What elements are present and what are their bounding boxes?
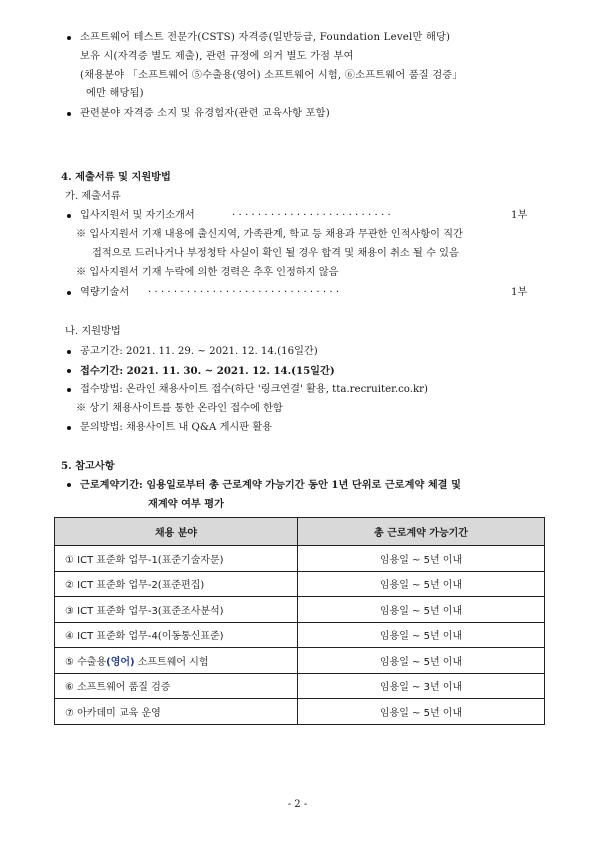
doc-item-competency: 역량기술서 xyxy=(80,287,130,298)
field-text: ② ICT 표준화 업무-2(표준편집) xyxy=(65,580,205,592)
section-5-heading: 5. 참고사항 xyxy=(61,460,115,472)
field-text: ⑥ 소프트웨어 품질 검증 xyxy=(65,682,171,694)
bullet-dot xyxy=(67,291,71,295)
doc-item-application: 입사지원서 및 자기소개서 xyxy=(80,210,195,221)
page-number: - 2 - xyxy=(287,799,308,810)
field-text: ③ ICT 표준화 업무-3(표준조사분석) xyxy=(65,605,224,617)
csts-line-3: (채용분야 「소프트웨어 ⑤수출용(영어) 소프트웨어 시험, ⑥소프트웨어 품질 검증」 xyxy=(80,70,463,81)
doc-item-competency-count: 1부 xyxy=(511,287,528,298)
row-term: 임용일 ~ 5년 이내 xyxy=(298,546,545,572)
row-field xyxy=(55,571,298,597)
row-field xyxy=(55,699,298,725)
contract-period-line-2: 재계약 여부 평가 xyxy=(148,498,224,510)
row-term: 임용일 ~ 3년 이내 xyxy=(298,673,545,699)
csts-line-2: 보유 시(자격증 별도 제출), 관련 규정에 의거 별도 가점 부여 xyxy=(80,51,354,62)
row-term: 임용일 ~ 5년 이내 xyxy=(298,571,545,597)
bullet-dot xyxy=(67,388,71,392)
note-career: ※ 입사지원서 기재 누락에 의한 경력은 추후 인정하지 않음 xyxy=(76,267,339,278)
row-field xyxy=(55,546,298,572)
bullet-dot xyxy=(67,214,71,218)
table-row xyxy=(55,648,545,674)
table-row xyxy=(55,622,545,648)
doc-item-competency-dots: · · · · · · · · · · · · · · · · · · · · · · · · · · · · · · xyxy=(148,287,340,298)
row-term: 임용일 ~ 5년 이내 xyxy=(298,597,545,623)
row-term: 임용일 ~ 5년 이내 xyxy=(298,699,545,725)
contract-period-table xyxy=(54,517,545,725)
header-term: 총 근로계약 가능기간 xyxy=(298,518,545,546)
doc-item-application-dots: · · · · · · · · · · · · · · · · · · · · · · · · · xyxy=(232,210,391,221)
field-text: ⑦ 아카데미 교육 운영 xyxy=(65,707,161,719)
contract-period-line-1: 근로계약기간: 임용일로부터 총 근로계약 가능기간 동안 1년 단위로 근로계약 체결 및 xyxy=(80,479,461,491)
table-header-row xyxy=(55,518,545,546)
field-text-tail: 소프트웨어 시험 xyxy=(134,656,209,668)
bullet-dot xyxy=(67,112,71,116)
bullet-dot xyxy=(67,369,71,373)
bullet-dot xyxy=(67,426,71,430)
row-term: 임용일 ~ 5년 이내 xyxy=(298,622,545,648)
table-row xyxy=(55,571,545,597)
csts-line-4: 에만 해당됨) xyxy=(86,88,144,99)
header-field: 채용 분야 xyxy=(55,518,298,546)
row-field xyxy=(55,673,298,699)
announce-period: 공고기간: 2021. 11. 29. ~ 2021. 12. 14.(16일간) xyxy=(80,346,318,357)
receipt-method-note: ※ 상기 채용사이트를 통한 온라인 접수에 한함 xyxy=(76,403,283,414)
row-term: 임용일 ~ 5년 이내 xyxy=(298,648,545,674)
table-row xyxy=(55,546,545,572)
row-field xyxy=(55,597,298,623)
bullet-dot xyxy=(67,483,71,487)
bullet-dot xyxy=(67,36,71,40)
table-row xyxy=(55,597,545,623)
receipt-method: 접수방법: 온라인 채용사이트 접수(하단 '링크연결' 활용, tta.recruiter.co.kr) xyxy=(80,384,428,395)
field-highlight: (영어) xyxy=(106,656,135,668)
row-field xyxy=(55,648,298,674)
section-4-heading: 4. 제출서류 및 지원방법 xyxy=(61,171,171,183)
table-row xyxy=(55,699,545,725)
related-cert-line: 관련분야 자격증 소지 및 유경험자(관련 교육사항 포함) xyxy=(80,108,330,119)
field-text: ④ ICT 표준화 업무-4(이동통신표준) xyxy=(65,631,224,643)
table-row xyxy=(55,673,545,699)
note-application-line-2: 접적으로 드러나거나 부정청탁 사실이 확인 될 경우 합격 및 채용이 취소 될 수 있음 xyxy=(92,248,459,259)
sub-heading-ga: 가. 제출서류 xyxy=(65,191,121,202)
bullet-dot xyxy=(67,350,71,354)
csts-line-1: 소프트웨어 테스트 전문가(CSTS) 자격증(일반등급, Foundation Level만 해당) xyxy=(80,32,451,43)
note-application-line-1: ※ 입사지원서 기재 내용에 출신지역, 가족관계, 학교 등 채용과 무관한 인적사항이 직간 xyxy=(76,229,463,240)
doc-item-application-count: 1부 xyxy=(511,210,528,221)
field-text: ① ICT 표준화 업무-1(표준기술자문) xyxy=(65,554,224,566)
receipt-period: 접수기간: 2021. 11. 30. ~ 2021. 12. 14.(15일간) xyxy=(80,365,335,377)
field-text: ⑤ 수출용 xyxy=(65,656,107,668)
inquiry-method: 문의방법: 채용사이트 내 Q&A 게시판 활용 xyxy=(80,422,273,433)
row-field xyxy=(55,622,298,648)
sub-heading-na: 나. 지원방법 xyxy=(65,326,121,337)
